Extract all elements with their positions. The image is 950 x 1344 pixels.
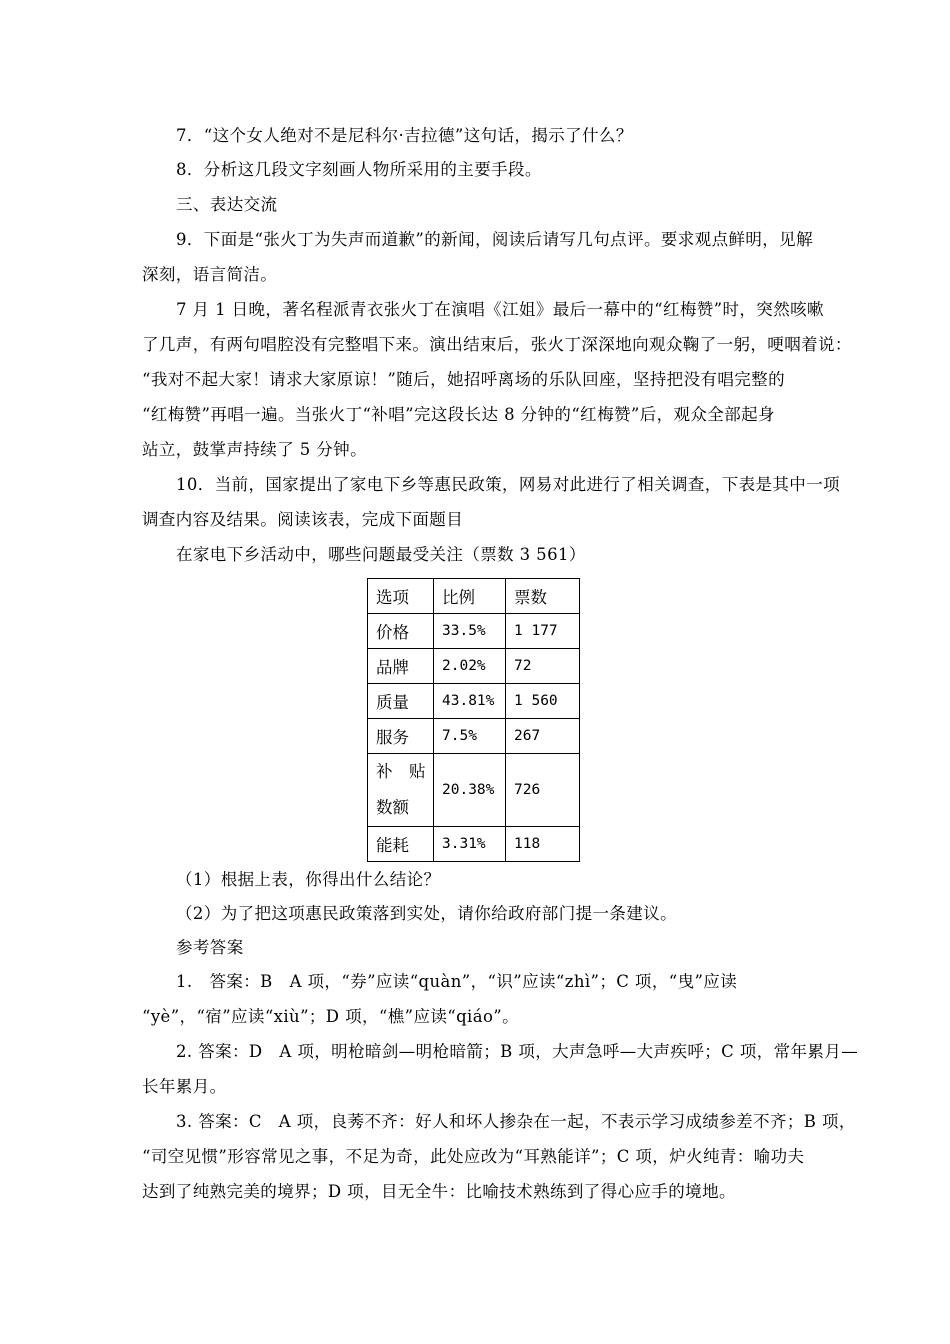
table-row xyxy=(368,684,580,719)
table-row xyxy=(368,754,580,827)
table-cell: 品牌 xyxy=(368,649,434,684)
table-header-row xyxy=(368,579,580,614)
table-header-cell: 票数 xyxy=(506,579,580,614)
table-cell: 能耗 xyxy=(368,827,434,862)
sub-question-2: （2）为了把这项惠民政策落到实处，请你给政府部门提一条建议。 xyxy=(176,904,677,923)
table-cell: 726 xyxy=(506,754,580,827)
question-9-line-1: 9．下面是“张火丁为失声而道歉”的新闻，阅读后请写几句点评。要求观点鲜明，见解 xyxy=(176,230,813,249)
answer-1-line-1: 1. 答案：B A 项，“券”应读“quàn”，“识”应读“zhì”；C 项，“曳”应读 xyxy=(176,972,738,991)
table-cell-line: 数额 xyxy=(376,798,409,817)
table-cell: 33.5% xyxy=(434,614,506,649)
news-paragraph-line-5: 站立，鼓掌声持续了 5 分钟。 xyxy=(142,440,367,459)
question-10-line-2: 调查内容及结果。阅读该表，完成下面题目 xyxy=(142,510,464,529)
news-paragraph-line-2: 了几声，有两句唱腔没有完整唱下来。演出结束后，张火丁深深地向观众鞠了一躬，哽咽着说： xyxy=(142,335,852,354)
table-cell: 2.02% xyxy=(434,649,506,684)
table-cell: 7.5% xyxy=(434,719,506,754)
question-7: 7．“这个女人绝对不是尼科尔·吉拉德”这句话，揭示了什么？ xyxy=(176,126,633,145)
answer-2-line-2: 长年累月。 xyxy=(142,1077,227,1096)
table-cell: 1 177 xyxy=(506,614,580,649)
survey-table xyxy=(367,578,580,862)
answer-1-line-2: “yè”，“宿”应读“xiù”；D 项，“樵”应读“qiáo”。 xyxy=(142,1007,520,1026)
table-cell: 质量 xyxy=(368,684,434,719)
table-caption: 在家电下乡活动中，哪些问题最受关注（票数 3 561） xyxy=(176,545,586,564)
table-row xyxy=(368,649,580,684)
news-paragraph-line-4: “红梅赞”再唱一遍。当张火丁“补唱”完这段长达 8 分钟的“红梅赞”后，观众全部起身 xyxy=(142,405,775,424)
table-cell: 43.81% xyxy=(434,684,506,719)
table-row xyxy=(368,827,580,862)
table-header-cell: 选项 xyxy=(368,579,434,614)
table-cell-two-line xyxy=(368,754,434,827)
table-cell-line: 补 贴 xyxy=(376,762,426,781)
answer-3-line-3: 达到了纯熟完美的境界；D 项，目无全牛：比喻技术熟练到了得心应手的境地。 xyxy=(142,1182,736,1201)
table-cell: 价格 xyxy=(368,614,434,649)
table-cell: 20.38% xyxy=(434,754,506,827)
question-9-line-2: 深刻，语言简洁。 xyxy=(142,265,278,284)
answer-3-line-2: “司空见惯”形容常见之事，不足为奇，此处应改为“耳熟能详”；C 项，炉火纯青：喻功夫 xyxy=(142,1147,805,1166)
table-cell: 118 xyxy=(506,827,580,862)
table-header-cell: 比例 xyxy=(434,579,506,614)
table-cell: 72 xyxy=(506,649,580,684)
answers-heading: 参考答案 xyxy=(176,938,244,957)
news-paragraph-line-1: 7 月 1 日晚，著名程派青衣张火丁在演唱《江姐》最后一幕中的“红梅赞”时，突然咳嗽 xyxy=(176,300,824,319)
table-cell: 1 560 xyxy=(506,684,580,719)
section-heading-3: 三、表达交流 xyxy=(176,195,278,214)
question-8: 8．分析这几段文字刻画人物所采用的主要手段。 xyxy=(176,160,542,179)
table-row xyxy=(368,614,580,649)
table-row xyxy=(368,719,580,754)
question-10-line-1: 10．当前，国家提出了家电下乡等惠民政策，网易对此进行了相关调查，下表是其中一项 xyxy=(176,475,840,494)
answer-2-line-1: 2. 答案：D A 项，明枪暗剑—明枪暗箭；B 项，大声急呼—大声疾呼；C 项，常年累月— xyxy=(176,1042,859,1061)
answer-3-line-1: 3. 答案：C A 项，良莠不齐：好人和坏人掺杂在一起，不表示学习成绩参差不齐；B 项， xyxy=(176,1112,856,1131)
sub-question-1: （1）根据上表，你得出什么结论？ xyxy=(176,870,441,889)
table-cell: 267 xyxy=(506,719,580,754)
news-paragraph-line-3: “我对不起大家！请求大家原谅！”随后，她招呼离场的乐队回座，坚持把没有唱完整的 xyxy=(142,370,785,389)
table-cell: 3.31% xyxy=(434,827,506,862)
table-cell: 服务 xyxy=(368,719,434,754)
